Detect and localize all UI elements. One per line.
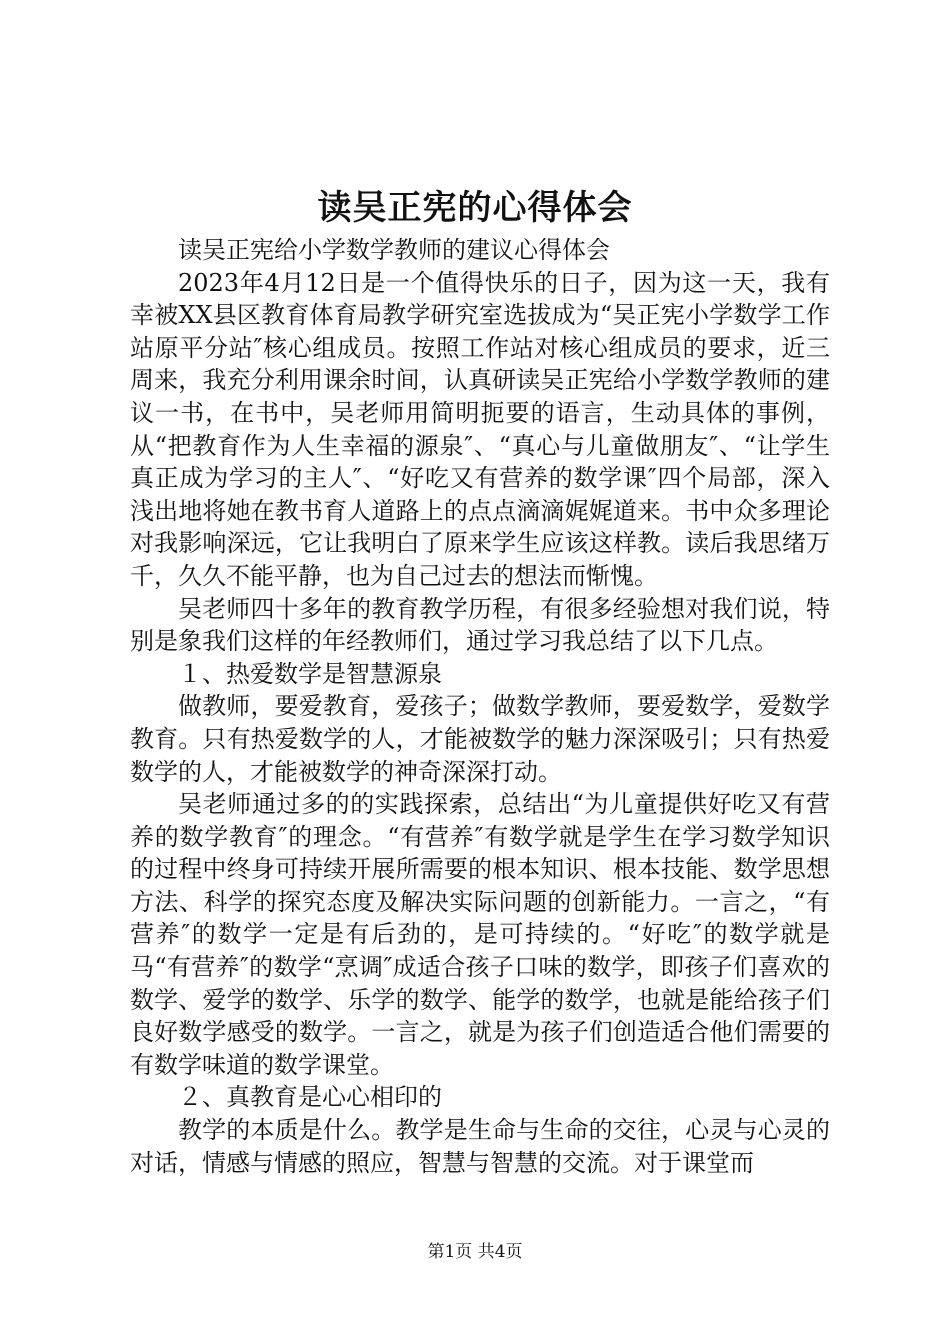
section-heading-1: １、热爱数学是智慧源泉 — [178, 659, 442, 688]
subtitle-paragraph: 读吴正宪给小学数学教师的建议心得体会 — [178, 236, 610, 264]
section-heading-2: ２、真教育是心心相印的 — [178, 1083, 442, 1112]
section-1-paragraph-1: 做教师，要爱教育，爱孩子；做数学教师，要爱数学，爱数学教育。只有热爱数学的人，才能被数学的魅力深深吸引；只有热爱数学的人，才能被数学的神奇深深打动。 — [130, 692, 830, 786]
summary-paragraph: 吴老师四十多年的教育教学历程，有很多经验想对我们说，特别是象我们这样的年经教师们，通过学习我总结了以下几点。 — [130, 594, 830, 656]
document-title: 读吴正宪的心得体会 — [317, 188, 633, 228]
page-number-footer: 第1页 共4页 — [427, 1242, 523, 1262]
document-body — [130, 234, 830, 1179]
section-1-paragraph-2: 吴老师通过多的的实践探索，总结出“为儿童提供好吃又有营养的数学教育″的理念。“有营养″有数学就是学生在学习数学知识的过程中终身可持续开展所需要的根本知识、根本技能、数学思想方法、科学的探究态度及解决实际问题的创新能力。一言之，“有营养″的数学一定是有后劲的，是可持续的。“好吃″的数学就是马“有营养″的数学“烹调″成适合孩子口味的数学，即孩子们喜欢的数学、爱学的数学、乐学的数学、能学的数学，也就是能给孩子们良好数学感受的数学。一言之，就是为孩子们创造适合他们需要的有数学味道的数学课堂。 — [130, 790, 830, 1079]
intro-paragraph: 2023年4月12日是一个值得快乐的日子，因为这一天，我有幸被XX县区教育体育局教学研究室选拔成为“吴正宪小学数学工作站原平分站″核心组成员。按照工作站对核心组成员的要求，近三周来，我充分利用课余时间，认真研读吴正宪给小学数学教师的建议一书，在书中，吴老师用简明扼要的语言，生动具体的事例，从“把教育作为人生幸福的源泉″、“真心与儿童做朋友″、“让学生真正成为学习的主人″、“好吃又有营养的数学课″四个局部，深入浅出地将她在教书育人道路上的点点滴滴娓娓道来。书中众多理论对我影响深远，它让我明白了原来学生应该这样教。读后我思绪万千，久久不能平静，也为自己过去的想法而惭愧。 — [130, 268, 830, 590]
section-2-paragraph-1: 教学的本质是什么。教学是生命与生命的交往，心灵与心灵的对话，情感与情感的照应，智慧与智慧的交流。对于课堂而 — [130, 1116, 830, 1177]
